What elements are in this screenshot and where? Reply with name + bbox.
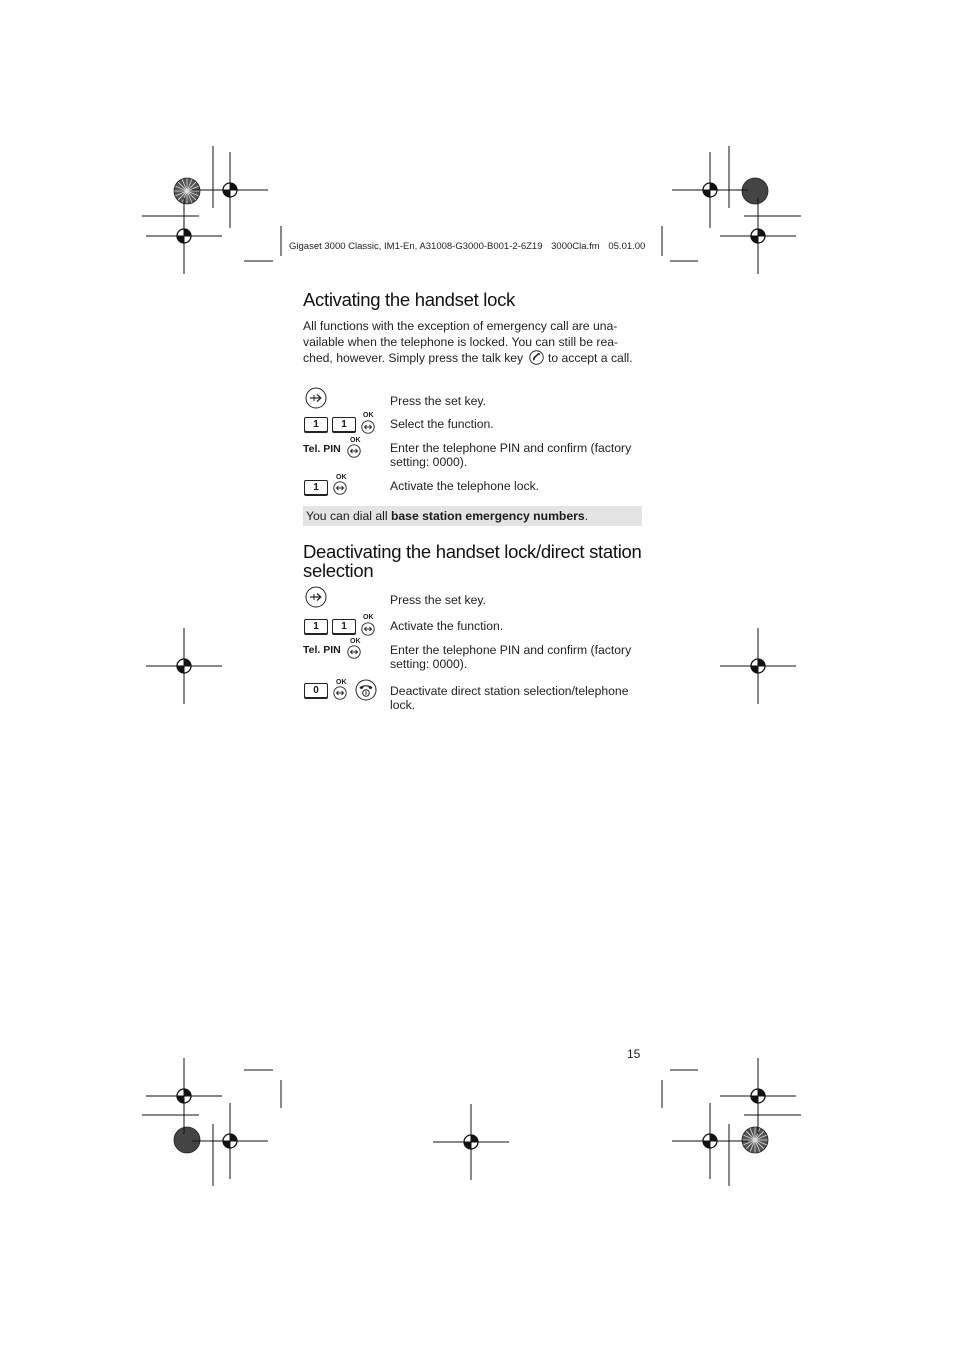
key-1: 1 — [332, 417, 356, 432]
s1-step2-text: Select the function. — [390, 417, 494, 431]
section-title-line2: selection — [303, 560, 374, 581]
note-bold: base station emergency numbers — [390, 509, 585, 523]
section-title-line1: Deactivating the handset lock/direct station — [303, 541, 642, 562]
ok-key-icon — [347, 444, 361, 458]
ok-key-icon — [361, 622, 375, 636]
ok-key-icon — [333, 686, 347, 700]
emergency-note — [303, 506, 642, 526]
section-title-deactivate — [303, 542, 642, 580]
section-title-activate: Activating the handset lock — [303, 289, 515, 310]
s1-step3-text: Enter the telephone PIN and confirm (factory setting: 0000). — [390, 441, 632, 469]
document-header — [289, 241, 651, 252]
s2-step4-text: Deactivate direct station selection/telephone lock. — [390, 684, 629, 712]
talk-key-icon — [529, 350, 544, 365]
set-key-icon — [305, 586, 327, 608]
key-1: 1 — [332, 619, 356, 634]
ok-label: OK — [336, 474, 347, 481]
intro-paragraph — [303, 318, 643, 367]
tel-pin-label: Tel. PIN — [303, 644, 341, 656]
s2-step3-text: Enter the telephone PIN and confirm (factory setting: 0000). — [390, 643, 632, 671]
end-call-icon — [355, 679, 377, 701]
key-1: 1 — [304, 480, 328, 495]
key-0: 0 — [304, 683, 328, 698]
ok-key-icon — [347, 645, 361, 659]
s1-step4-text: Activate the telephone lock. — [390, 479, 540, 493]
header-date: 05.01.00 — [608, 241, 646, 252]
s1-step1-text: Press the set key. — [390, 394, 486, 408]
ok-key-icon — [361, 420, 375, 434]
key-1: 1 — [304, 417, 328, 432]
key-1: 1 — [304, 619, 328, 634]
ok-label: OK — [336, 679, 347, 686]
ok-label: OK — [363, 614, 374, 621]
ok-label: OK — [350, 638, 361, 645]
header-product: Gigaset 3000 Classic, IM1-En, A31008-G3000-B001-2-6Z19 — [289, 241, 543, 252]
ok-key-icon — [333, 481, 347, 495]
note-text: You can dial all — [306, 509, 391, 523]
ok-label: OK — [363, 412, 374, 419]
tel-pin-label: Tel. PIN — [303, 443, 341, 455]
intro-text-before: All functions with the exception of emergency call are una-vailable when the telephone is locked. You can still be rea-ched, however. Simply press the talk key — [303, 319, 619, 366]
s2-step1-text: Press the set key. — [390, 593, 486, 607]
page-number: 15 — [627, 1047, 641, 1061]
intro-text-after: to accept a call. — [547, 351, 633, 366]
ok-label: OK — [350, 437, 361, 444]
header-file: 3000Cla.fm — [551, 241, 600, 252]
note-end: . — [584, 509, 589, 523]
set-key-icon — [305, 387, 327, 409]
s2-step2-text: Activate the function. — [390, 619, 504, 633]
